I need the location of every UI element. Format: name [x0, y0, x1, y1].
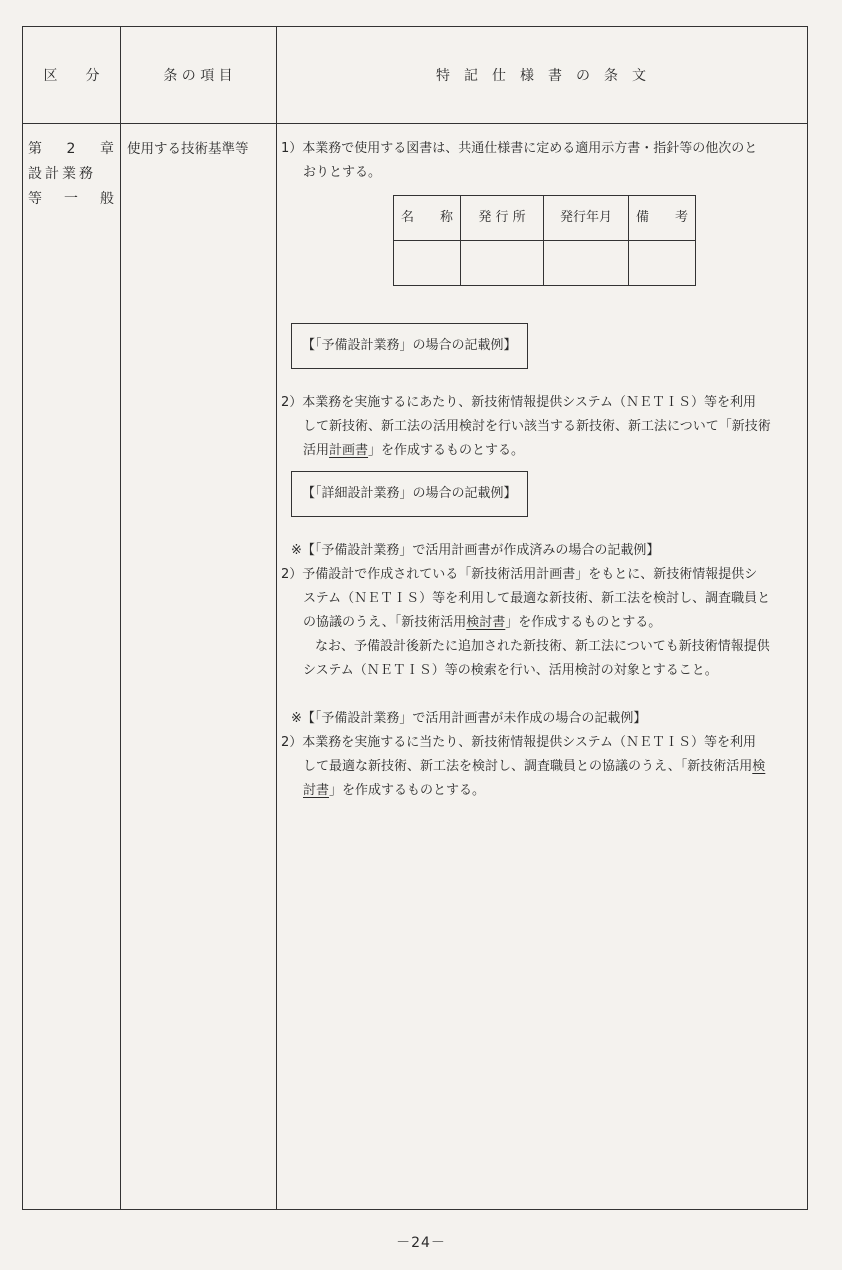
- table-header-date: 発行年月: [544, 196, 629, 241]
- example-box-detailed: 【「詳細設計業務」の場合の記載例】: [291, 471, 528, 517]
- table-cell: [544, 241, 629, 286]
- example-box-preliminary: 【「予備設計業務」の場合の記載例】: [291, 323, 528, 369]
- table-header-remarks: 備 考: [629, 196, 696, 241]
- note-created: ※【「予備設計業務」で活用計画書が作成済みの場合の記載例】: [291, 543, 660, 558]
- header-category-label: 区 分: [43, 68, 100, 84]
- paragraph-2: 2）本業務を実施するにあたり、新技術情報提供システム（ＮＥＴＩＳ）等を利用 して新技術、新工法の活用検討を行い該当する新技術、新工法について「新技術 活用計画書」を作成するものとする。: [281, 395, 771, 458]
- table-cell: [461, 241, 544, 286]
- header-item-label: 条 の 項 目: [163, 68, 233, 84]
- table-cell: [629, 241, 696, 286]
- category-cell: [28, 137, 118, 212]
- paragraph-1: 1）本業務で使用する図書は、共通仕様書に定める適用示方書・指針等の他次のと おりとする。: [281, 141, 758, 180]
- page-number: －24－: [396, 1235, 446, 1251]
- reference-table: [393, 195, 696, 286]
- note-not-created: ※【「予備設計業務」で活用計画書が未作成の場合の記載例】: [291, 711, 647, 726]
- paragraph-4: ※【「予備設計業務」で活用計画書が未作成の場合の記載例】 2）本業務を実施するに当たり、新技術情報提供システム（ＮＥＴＩＳ）等を利用 して最適な新技術、新工法を検討し、調査職員との協議のうえ、「新技術活用検 討書」を作成するものとする。: [281, 707, 805, 803]
- category-line-2: 設計業務: [28, 166, 96, 182]
- table-header-publisher: 発 行 所: [461, 196, 544, 241]
- table-cell: [394, 241, 461, 286]
- clause-text: [281, 137, 805, 798]
- column-divider-2: [276, 27, 277, 1209]
- header-item: [120, 27, 276, 123]
- header-category: [23, 27, 120, 123]
- header-clause-label: 特 記 仕 様 書 の 条 文: [436, 68, 646, 84]
- header-clause: [276, 27, 806, 123]
- table-header-name: 名 称: [394, 196, 461, 241]
- item-title: 使用する技術基準等: [127, 141, 249, 157]
- spec-table-frame: [22, 26, 808, 1210]
- category-line-1: 第 2 章: [28, 141, 114, 157]
- paragraph-3: ※【「予備設計業務」で活用計画書が作成済みの場合の記載例】 2）予備設計で作成されている「新技術活用計画書」をもとに、新技術情報提供シ ステム（ＮＥＴＩＳ）等を利用して最適な新技術、新工法を検討し、調査職員と の協議のうえ、「新技術活用検討書」を作成するものとする。 なお、予備設計後新たに追加された新技術、新工法についても新技術情報提供 システム（ＮＥＴＩＳ）等の検索を行い、活用検討の対象とすること。: [281, 539, 805, 683]
- header-divider: [23, 123, 807, 124]
- column-divider-1: [120, 27, 121, 1209]
- category-line-3: 等 一 般: [28, 191, 114, 207]
